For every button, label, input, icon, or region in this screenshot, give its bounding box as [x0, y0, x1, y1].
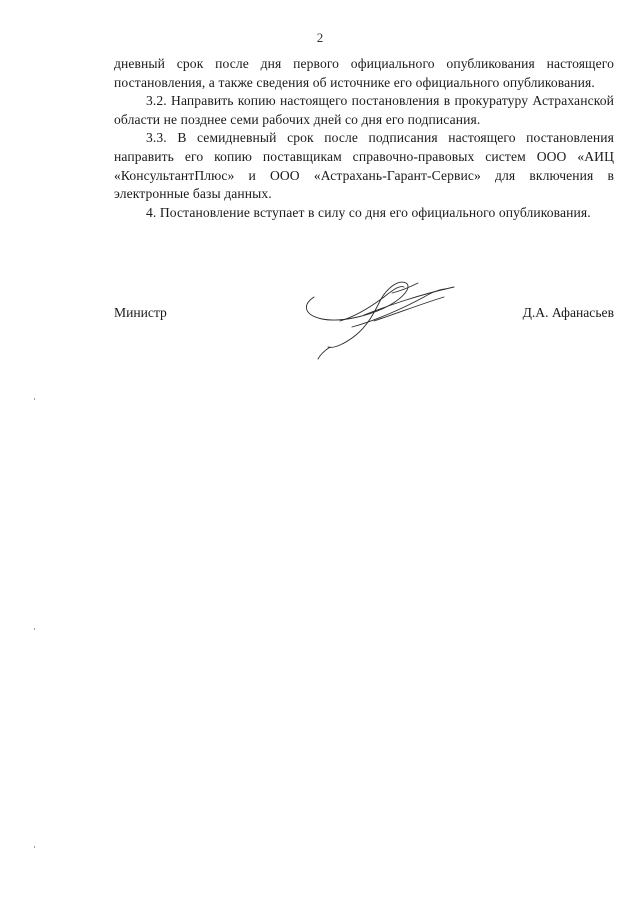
paragraph-continuation: дневный срок после дня первого официального опубликования настоящего постановления, а также сведения об источнике его официального опубликования.	[114, 56, 614, 90]
page-number: 2	[316, 30, 324, 45]
paragraph-4: 4. Постановление вступает в силу со дня его официального опубликования.	[146, 204, 591, 220]
margin-mark	[34, 628, 35, 630]
paragraph-3-2: 3.2. Направить копию настоящего постановления в прокуратуру Астраханской области не позднее семи рабочих дней со дня его подписания.	[114, 93, 614, 127]
document-body	[114, 55, 614, 222]
signature-block	[114, 300, 614, 370]
paragraph-3-3: 3.3. В семидневный срок после подписания настоящего постановления направить его копию поставщикам справочно-правовых систем ООО «АИЦ «КонсультантПлюс» и ООО «Астрахань-Гарант-Сервис» для включения в электронные базы данных.	[114, 130, 614, 202]
signer-name: Д.А. Афанасьев	[522, 305, 614, 320]
signer-position: Министр	[114, 305, 167, 320]
handwritten-signature	[294, 275, 464, 360]
margin-mark	[34, 398, 35, 400]
margin-mark	[34, 846, 35, 848]
